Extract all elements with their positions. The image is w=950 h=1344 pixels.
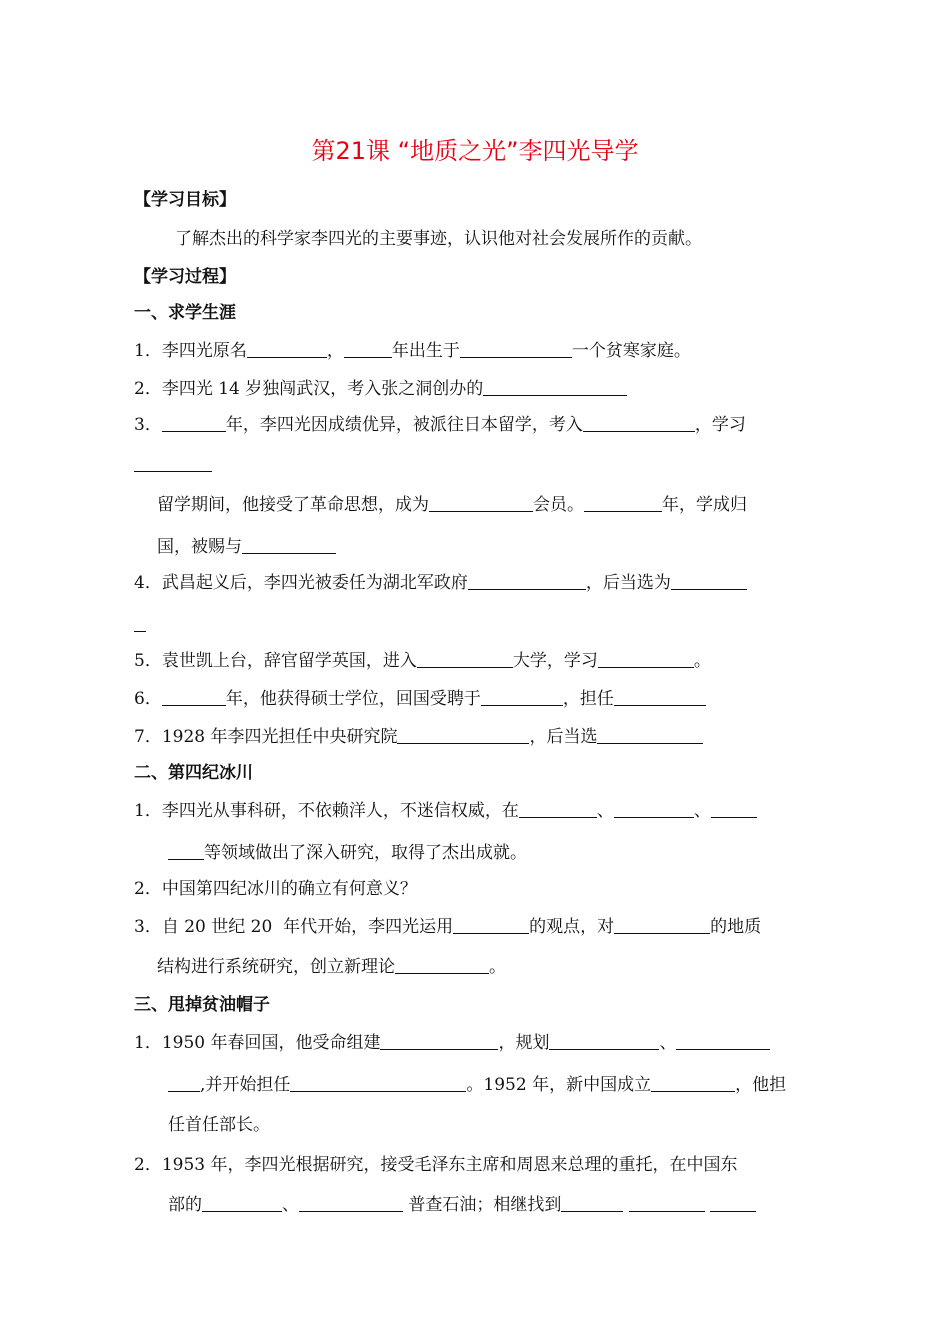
blank[interactable] <box>290 1075 466 1092</box>
question-line: 国，被赐与 <box>157 536 336 558</box>
question-line: 1．李四光从事科研，不依赖洋人，不迷信权威，在 、 、 <box>134 800 757 822</box>
blank[interactable] <box>519 801 597 818</box>
blank[interactable] <box>651 1075 735 1092</box>
blank[interactable] <box>395 957 489 974</box>
blank[interactable] <box>134 455 212 472</box>
goal-heading: 【学习目标】 <box>134 190 236 210</box>
blank[interactable] <box>584 495 662 512</box>
question-line: 2．李四光 14 岁独闯武汉，考入张之洞创办的 <box>134 378 627 400</box>
blank[interactable] <box>134 615 146 632</box>
blank[interactable] <box>417 651 513 668</box>
question-line: 结构进行系统研究，创立新理论 。 <box>157 957 506 977</box>
blank[interactable] <box>247 341 327 358</box>
question-line: 1．1950 年春回国，他受命组建 ，规划 、 <box>134 1032 770 1054</box>
question-line: 5．袁世凯上台，辞官留学英国，进入 大学，学习 。 <box>134 651 711 671</box>
blank[interactable] <box>202 1195 282 1212</box>
question-line: 3． 年，李四光因成绩优异，被派往日本留学，考入 ，学习 <box>134 415 746 435</box>
blank[interactable] <box>299 1195 403 1212</box>
question-line: 部的 、 普查石油；相继找到 <box>168 1194 756 1216</box>
blank[interactable] <box>711 801 757 818</box>
question-line <box>134 454 212 476</box>
blank[interactable] <box>162 415 226 432</box>
section-heading-3: 三、甩掉贫油帽子 <box>134 995 270 1015</box>
question-line: 2．中国第四纪冰川的确立有何意义？ <box>134 879 417 899</box>
question-line: 任首任部长。 <box>168 1115 270 1135</box>
blank[interactable] <box>460 341 572 358</box>
blank[interactable] <box>429 495 533 512</box>
blank[interactable] <box>671 573 747 590</box>
blank[interactable] <box>676 1033 770 1050</box>
blank[interactable] <box>481 689 563 706</box>
question-line: 留学期间，他接受了革命思想，成为 会员。 年，学成归 <box>157 495 747 515</box>
section-heading-1: 一、求学生涯 <box>134 303 236 323</box>
question-line: 7．1928 年李四光担任中央研究院 ，后当选 <box>134 726 703 748</box>
question-line: 1．李四光原名 ， 年出生于 一个贫寒家庭。 <box>134 341 691 361</box>
question-line: 3．自 20 世纪 20 年代开始，李四光运用 的观点，对 的地质 <box>134 917 762 937</box>
blank[interactable] <box>453 917 529 934</box>
blank[interactable] <box>598 651 694 668</box>
question-line: ,并开始担任 。1952 年，新中国成立 ，他担 <box>168 1074 786 1096</box>
blank[interactable] <box>583 415 695 432</box>
blank[interactable] <box>380 1033 498 1050</box>
question-line: 等领域做出了深入研究，取得了杰出成就。 <box>168 842 527 864</box>
blank[interactable] <box>468 573 586 590</box>
page-title: 第21课 “地质之光”李四光导学 <box>311 137 639 165</box>
blank[interactable] <box>483 379 627 396</box>
blank[interactable] <box>168 843 204 860</box>
question-line: 6． 年，他获得硕士学位，回国受聘于 ，担任 <box>134 688 706 710</box>
blank[interactable] <box>242 537 336 554</box>
question-line <box>134 614 146 636</box>
process-heading: 【学习过程】 <box>134 267 236 287</box>
blank[interactable] <box>561 1195 623 1212</box>
question-line: 4．武昌起义后，李四光被委任为湖北军政府 ，后当选为 <box>134 572 747 594</box>
blank[interactable] <box>614 801 694 818</box>
blank[interactable] <box>344 341 392 358</box>
blank[interactable] <box>168 1075 200 1092</box>
blank[interactable] <box>597 727 703 744</box>
blank[interactable] <box>549 1033 659 1050</box>
blank[interactable] <box>397 727 529 744</box>
question-line: 2．1953 年，李四光根据研究，接受毛泽东主席和周恩来总理的重托，在中国东 <box>134 1155 738 1175</box>
blank[interactable] <box>629 1195 705 1212</box>
blank[interactable] <box>614 689 706 706</box>
blank[interactable] <box>614 917 710 934</box>
blank[interactable] <box>162 689 226 706</box>
section-heading-2: 二、第四纪冰川 <box>134 763 253 783</box>
goal-text: 了解杰出的科学家李四光的主要事迹，认识他对社会发展所作的贡献。 <box>175 229 702 249</box>
blank[interactable] <box>710 1195 756 1212</box>
